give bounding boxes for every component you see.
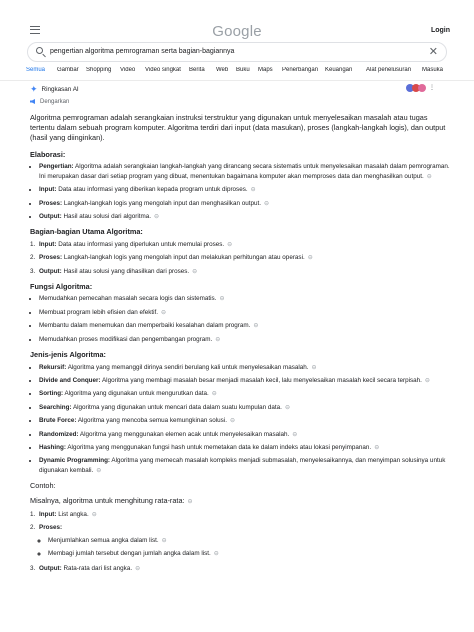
list-item <box>39 363 450 373</box>
subheading-text: Misalnya, algoritma untuk menghitung rata-rata: <box>30 495 185 505</box>
tab-buku[interactable]: Buku <box>236 67 250 73</box>
listen-button[interactable] <box>30 99 69 105</box>
item-term: Searching: <box>39 403 72 411</box>
item-term: Output: <box>39 267 62 275</box>
link-icon[interactable]: ⊖ <box>284 404 290 411</box>
item-text: Rata-rata dari list angka. <box>61 564 133 572</box>
item-term: Dynamic Programming: <box>39 457 111 465</box>
search-box[interactable] <box>27 42 447 62</box>
list-item <box>39 389 450 399</box>
tab-web[interactable]: Web <box>216 67 229 73</box>
jenis-list <box>30 363 450 477</box>
section-heading-bagian: Bagian-bagian Utama Algoritma: <box>30 227 143 237</box>
search-icon[interactable] <box>36 47 43 54</box>
item-text: Langkah-langkah logis yang mengolah input dan melakukan perhitungan atau operasi. <box>62 254 305 262</box>
list-item <box>39 376 450 386</box>
item-text: Algoritma yang memecah masalah kompleks menjadi submasalah, menyelesaikannya, dan menyimpan solusinya untuk digunakan kembali. <box>39 457 446 474</box>
item-text: List angka. <box>56 510 89 518</box>
item-text: Memudahkan proses modifikasi dan pengembangan program. <box>39 335 213 343</box>
item-term: Sorting: <box>39 390 64 398</box>
list-item <box>39 430 450 440</box>
google-logo[interactable] <box>0 23 474 40</box>
link-icon[interactable]: ⊖ <box>187 498 193 505</box>
elaborasi-list <box>30 162 450 222</box>
section-heading-elaborasi: Elaborasi: <box>30 150 66 159</box>
list-item <box>30 240 450 250</box>
login-button[interactable]: Login <box>430 27 450 34</box>
item-text: Algoritma yang menggunakan fungsi hash untuk memetakan data ke dalam indeks atau lokasi penyimpanan. <box>65 443 372 451</box>
list-item <box>39 162 450 182</box>
item-text: Algoritma adalah serangkaian langkah-langkah yang dirancang secara sistematis untuk menyelesaikan masalah dalam pemrograman. Ini merupakan dasar dari setiap program yang dibuat, menentukan bagaimana komputer akan memproses data dan menghasilkan output. <box>39 163 450 180</box>
tabs-divider <box>0 80 474 81</box>
search-tabs <box>0 67 474 79</box>
link-icon[interactable]: ⊖ <box>161 309 167 316</box>
list-item <box>39 321 450 331</box>
link-icon[interactable]: ⊖ <box>215 336 221 343</box>
item-text: Hasil atau solusi yang dihasilkan dari proses. <box>61 267 190 275</box>
tab-penerbangan[interactable]: Penerbangan <box>282 67 319 73</box>
item-term: Input: <box>39 510 57 518</box>
item-number: 1. <box>30 510 36 518</box>
section-heading-jenis: Jenis-jenis Algoritma: <box>30 350 106 360</box>
list-item <box>39 403 450 413</box>
list-item <box>39 212 450 222</box>
link-icon[interactable]: ⊖ <box>311 364 317 371</box>
link-icon[interactable]: ⊖ <box>424 377 430 384</box>
item-number: 2. <box>30 524 36 532</box>
link-icon[interactable]: ⊖ <box>227 241 233 248</box>
item-number: 2. <box>30 254 36 262</box>
logo-text: Google <box>212 23 262 40</box>
list-item <box>30 523 450 559</box>
fungsi-list <box>30 294 450 345</box>
tab-semua[interactable]: Semua <box>26 67 46 73</box>
tab-alat-penelusuran[interactable]: Alat penelusuran <box>366 67 412 73</box>
list-item <box>30 564 450 574</box>
item-term: Hashing: <box>39 443 66 451</box>
ai-overview-header <box>30 84 79 95</box>
contoh-subheading <box>30 496 450 507</box>
section-heading-contoh: Contoh: <box>30 481 56 491</box>
list-item <box>30 253 450 263</box>
item-term: Randomized: <box>39 430 79 438</box>
item-text: Algoritma yang membagi masalah besar menjadi masalah kecil, lalu menyelesaikan masalah kecil secara terpisah. <box>100 376 422 384</box>
link-icon[interactable]: ⊖ <box>426 173 432 180</box>
item-text: Algoritma yang digunakan untuk mencari data dalam suatu kumpulan data. <box>71 403 282 411</box>
proses-sublist <box>30 536 450 560</box>
bagian-list <box>30 240 450 277</box>
item-term: Divide and Conquer: <box>39 376 101 384</box>
tab-masuka[interactable]: Masuka <box>422 67 444 73</box>
list-item <box>30 510 450 520</box>
speaker-icon <box>30 99 35 104</box>
link-icon[interactable]: ⊖ <box>292 431 298 438</box>
tab-gambar[interactable]: Gambar <box>57 67 79 73</box>
item-text: Data atau informasi yang diperlukan untuk memulai proses. <box>56 240 225 248</box>
tab-maps[interactable]: Maps <box>258 67 273 73</box>
link-icon[interactable]: ⊖ <box>153 214 160 221</box>
link-icon[interactable]: ⊖ <box>161 537 167 544</box>
item-term: Brute Force: <box>39 417 77 425</box>
tab-shopping[interactable]: Shopping <box>86 67 112 73</box>
item-text: Langkah-langkah logis yang mengolah input dan menghasilkan output. <box>62 199 261 207</box>
item-text: Algoritma yang digunakan untuk mengurutkan data. <box>63 390 209 398</box>
item-term: Input: <box>39 186 57 194</box>
item-text: Membagi jumlah tersebut dengan jumlah angka dalam list. <box>48 550 211 558</box>
item-term: Input: <box>39 240 57 248</box>
item-term: Rekursif: <box>39 363 67 371</box>
tab-keuangan[interactable]: Keuangan <box>325 67 353 73</box>
tab-video-singkat[interactable]: Video singkat <box>145 67 181 73</box>
top-bar <box>0 0 474 44</box>
link-icon[interactable]: ⊖ <box>192 268 198 275</box>
more-icon[interactable]: ⋮ <box>429 85 435 91</box>
item-term: Proses: <box>39 254 63 262</box>
tab-berita[interactable]: Berita <box>189 67 205 73</box>
close-icon[interactable]: ✕ <box>428 46 438 58</box>
list-item <box>30 267 450 277</box>
link-icon[interactable]: ⊖ <box>96 467 102 474</box>
intro-paragraph: Algoritma pemrograman adalah serangkaian instruksi terstruktur yang digunakan untuk menyelesaikan masalah atau tugas tertentu dalam sebuah program komputer. Algoritma terdiri dari input (data masukan), proses (langkah-langkah logis), dan output (hasil yang diinginkan). <box>30 113 446 142</box>
link-icon[interactable]: ⊖ <box>374 444 380 451</box>
item-text: Algoritma yang menggunakan elemen acak untuk menyelesaikan masalah. <box>78 430 290 438</box>
list-item <box>39 185 450 195</box>
item-text: Membantu dalam menemukan dan memperbaiki kesalahan dalam program. <box>39 322 251 330</box>
item-text: Membuat program lebih efisien dan efektif. <box>39 308 159 316</box>
item-text: Data atau informasi yang diberikan kepada program untuk diproses. <box>56 186 248 194</box>
link-icon[interactable]: ⊖ <box>250 187 256 194</box>
item-term: Output: <box>39 213 62 221</box>
link-icon[interactable]: ⊖ <box>229 418 235 425</box>
link-icon[interactable]: ⊖ <box>219 296 225 303</box>
ai-overview-title: Ringkasan AI <box>41 86 79 93</box>
item-text: Memudahkan pemecahan masalah secara logis dan sistematis. <box>39 295 217 303</box>
source-avatars[interactable] <box>406 84 435 93</box>
list-item <box>39 456 450 476</box>
search-input[interactable]: pengertian algoritma pemrograman serta bagian-bagiannya <box>50 48 235 55</box>
list-item <box>48 536 450 546</box>
item-number: 1. <box>30 240 36 248</box>
list-item <box>39 416 450 426</box>
item-term: Output: <box>39 564 62 572</box>
list-item <box>48 549 450 559</box>
link-icon[interactable]: ⊖ <box>91 511 97 518</box>
link-icon[interactable]: ⊖ <box>213 551 219 558</box>
item-text: Algoritma yang memanggil dirinya sendiri berulang kali untuk menyelesaikan masalah. <box>66 363 309 371</box>
item-term: Proses: <box>39 199 63 207</box>
item-text: Menjumlahkan semua angka dalam list. <box>48 536 159 544</box>
item-term: Pengertian: <box>39 163 74 171</box>
item-text: Hasil atau solusi dari algoritma. <box>61 213 151 221</box>
list-item <box>39 308 450 318</box>
link-icon[interactable]: ⊖ <box>135 565 141 572</box>
list-item <box>39 294 450 304</box>
sparkle-icon: ✦ <box>30 84 38 94</box>
item-number: 3. <box>30 267 36 275</box>
list-item <box>39 199 450 209</box>
item-text: Algoritma yang mencoba semua kemungkinan solusi. <box>76 417 227 425</box>
list-item <box>39 443 450 453</box>
ai-overview-content <box>30 113 450 578</box>
contoh-list <box>30 510 450 574</box>
link-icon[interactable]: ⊖ <box>253 323 259 330</box>
link-icon[interactable]: ⊖ <box>211 391 217 398</box>
item-number: 3. <box>30 564 36 572</box>
link-icon[interactable]: ⊖ <box>307 255 313 262</box>
list-item <box>39 335 450 345</box>
tab-video[interactable]: Video <box>120 67 136 73</box>
avatar <box>418 84 426 92</box>
item-term: Proses: <box>39 524 63 532</box>
section-heading-fungsi: Fungsi Algoritma: <box>30 282 93 292</box>
link-icon[interactable]: ⊖ <box>263 200 269 207</box>
listen-label: Dengarkan <box>40 99 70 105</box>
